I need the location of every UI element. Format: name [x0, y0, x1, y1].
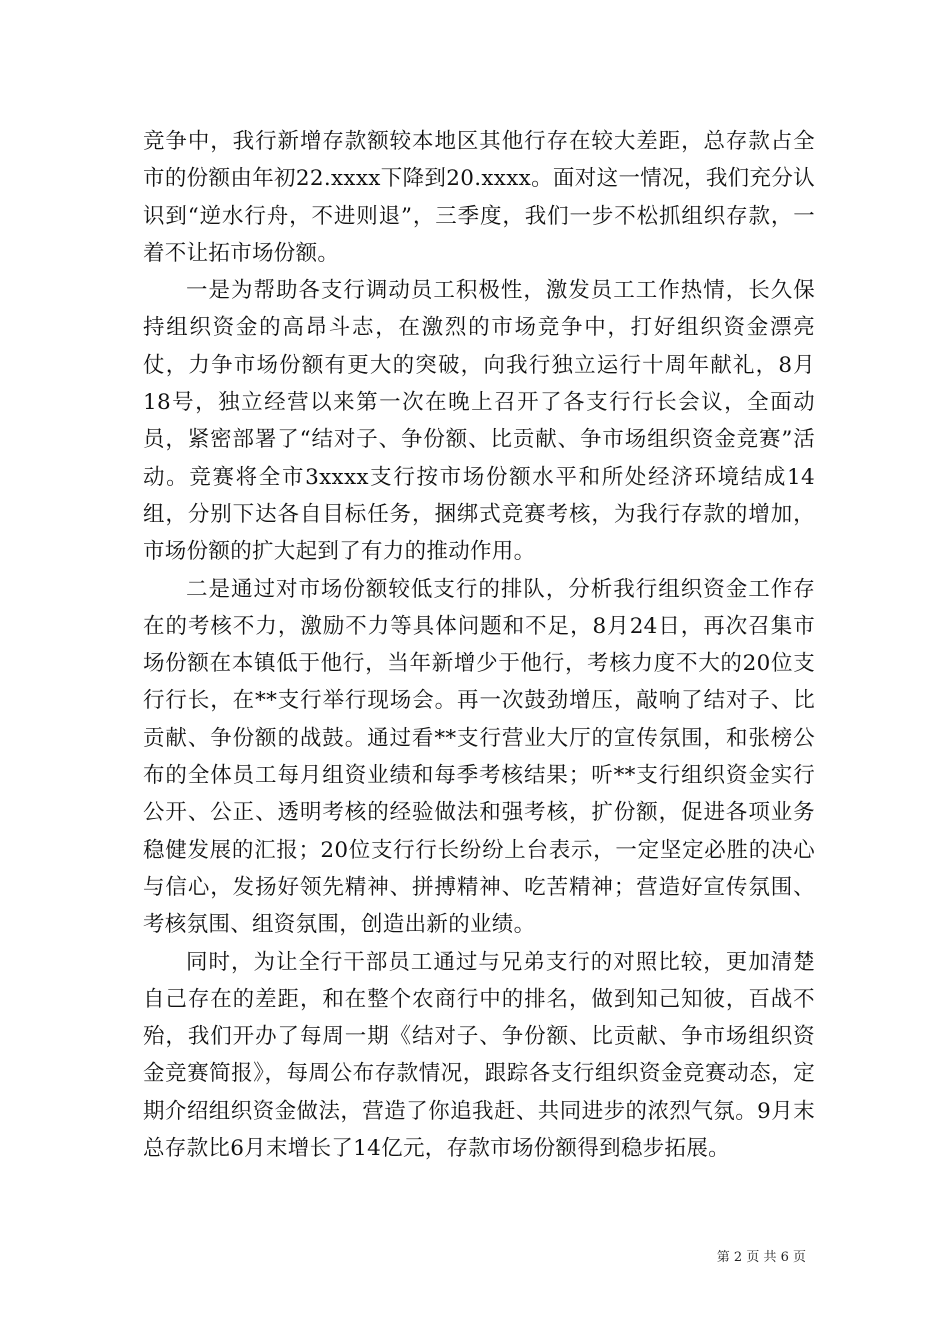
- page-number-footer: 第 2 页 共 6 页: [716, 1250, 806, 1265]
- paragraph-point-two: 二是通过对市场份额较低支行的排队，分析我行组织资金工作存在的考核不力，激励不力等具体问题和不足，8月24日，再次召集市场份额在本镇低于他行，当年新增少于他行，考核力度不大的20位支行行长，在**支行举行现场会。再一次鼓劲增压，敲响了结对子、比贡献、争份额的战鼓。通过看**支行营业大厅的宣传氛围，和张榜公布的全体员工每月组资业绩和每季考核结果；听**支行组织资金实行公开、公正、透明考核的经验做法和强考核，扩份额，促进各项业务稳健发展的汇报；20位支行行长纷纷上台表示，一定坚定必胜的决心与信心，发扬好领先精神、拼搏精神、吃苦精神；营造好宣传氛围、考核氛围、组资氛围，创造出新的业绩。: [143, 576, 815, 938]
- paragraph-continuation: 竞争中，我行新增存款额较本地区其他行存在较大差距，总存款占全市的份额由年初22.xxxx下降到20.xxxx。面对这一情况，我们充分认识到“逆水行舟，不进则退”，三季度，我们一步不松抓组织存款，一着不让拓市场份额。: [143, 129, 815, 266]
- document-body: [143, 123, 815, 1167]
- paragraph-meanwhile: 同时，为让全行干部员工通过与兄弟支行的对照比较，更加清楚自己存在的差距，和在整个农商行中的排名，做到知己知彼，百战不殆，我们开办了每周一期《结对子、争份额、比贡献、争市场组织资金竞赛简报》，每周公布存款情况，跟踪各支行组织资金竞赛动态，定期介绍组织资金做法，营造了你追我赶、共同进步的浓烈气氛。9月末总存款比6月末增长了14亿元，存款市场份额得到稳步拓展。: [143, 949, 815, 1162]
- paragraph-point-one: 一是为帮助各支行调动员工积极性，激发员工工作热情，长久保持组织资金的高昂斗志，在激烈的市场竞争中，打好组织资金漂亮仗，力争市场份额有更大的突破，向我行独立运行十周年献礼，8月18号，独立经营以来第一次在晚上召开了各支行行长会议，全面动员，紧密部署了“结对子、争份额、比贡献、争市场组织资金竞赛”活动。竞赛将全市3xxxx支行按市场份额水平和所处经济环境结成14组，分别下达各自目标任务，捆绑式竞赛考核，为我行存款的增加，市场份额的扩大起到了有力的推动作用。: [143, 278, 815, 565]
